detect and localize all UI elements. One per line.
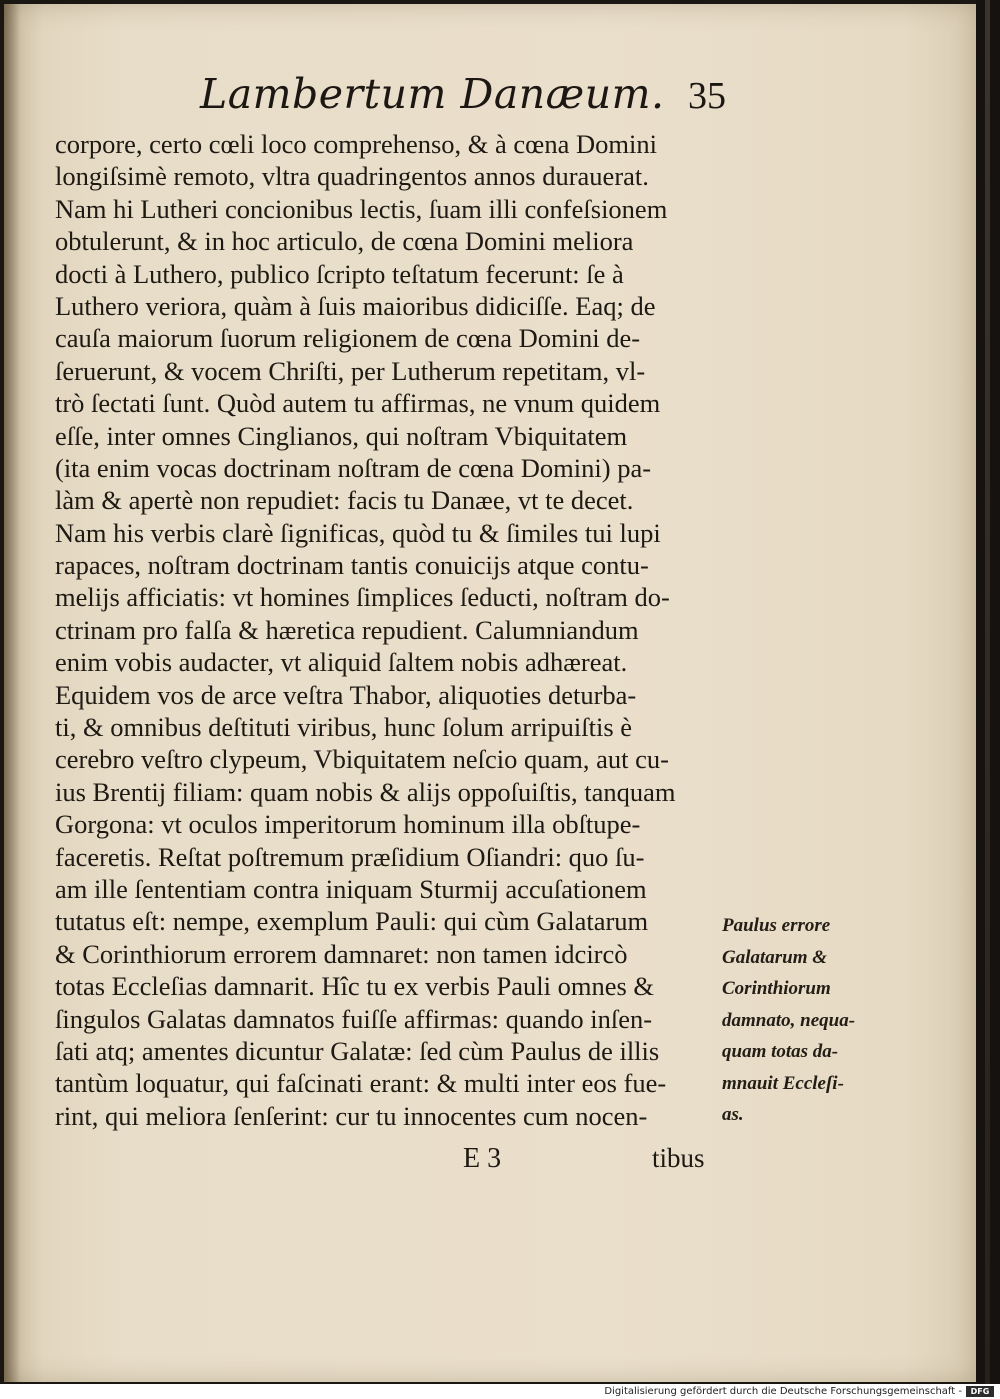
- marginal-note: [722, 910, 882, 1131]
- text-line: (ita enim vocas doctrinam noſtram de cœna Domini) pa-: [55, 452, 652, 483]
- text-line: totas Eccleſias damnarit. Hîc tu ex verbis Pauli omnes &: [55, 971, 655, 1002]
- text-line: làm & apertè non repudiet: facis tu Danæe, vt te decet.: [55, 485, 634, 516]
- text-line: rint, qui meliora ſenſerint: cur tu innocentes cum nocen-: [55, 1100, 648, 1131]
- text-line: ius Brentij filiam: quam nobis & alijs oppoſuiſtis, tanquam: [55, 776, 676, 807]
- page-edge-stripe: [985, 0, 990, 1384]
- text-line: longiſsimè remoto, vltra quadringentos annos durauerat.: [55, 161, 649, 192]
- dfg-logo: DFG: [966, 1386, 994, 1397]
- text-line: rapaces, noſtram doctrinam tantis conuicijs atque contu-: [55, 550, 649, 581]
- text-line: eſſe, inter omnes Cinglianos, qui noſtram Vbiquitatem: [55, 420, 628, 451]
- signature-mark: E 3: [463, 1143, 502, 1174]
- text-line: Nam hi Lutheri concionibus lectis, ſuam illi confeſsionem: [55, 193, 668, 224]
- marginal-note-line: Galatarum &: [722, 946, 828, 968]
- catchword: tibus: [652, 1143, 705, 1173]
- funding-credit: Digitalisierung gefördert durch die Deutsche Forschungsgemeinschaft -: [604, 1386, 962, 1397]
- text-line: trò ſectati ſunt. Quòd autem tu affirmas, ne vnum quidem: [55, 388, 661, 419]
- text-line: ctrinam pro falſa & hæretica repudient. Calumniandum: [55, 614, 639, 645]
- text-line: corpore, certo cœli loco comprehenso, & à cœna Domini: [55, 129, 657, 159]
- text-line: ſingulos Galatas damnatos fuiſſe affirmas: quando inſen-: [55, 1003, 653, 1034]
- text-line: docti à Luthero, publico ſcripto teſtatum fecerunt: ſe à: [55, 258, 624, 289]
- text-line: cauſa maiorum ſuorum religionem de cœna Domini de-: [55, 323, 641, 354]
- text-line: melijs afficiatis: vt homines ſimplices ſeducti, noſtram do-: [55, 582, 670, 613]
- text-line: cerebro veſtro clypeum, Vbiquitatem neſcio quam, aut cu-: [55, 744, 669, 775]
- text-line: ſeruerunt, & vocem Chriſti, per Lutherum repetitam, vl-: [55, 355, 646, 386]
- marginal-note-line: as.: [722, 1104, 744, 1125]
- text-line: & Corinthiorum errorem damnaret: non tamen idcircò: [55, 938, 628, 969]
- marginal-note-line: Paulus errore: [722, 915, 831, 936]
- text-line: Nam his verbis clarè ſignificas, quòd tu & ſimiles tui lupi: [55, 517, 661, 548]
- gutter-shadow: [4, 4, 20, 1382]
- text-line: Gorgona: vt oculos imperitorum hominum illa obſtupe-: [55, 809, 641, 840]
- running-head: Lambertum Danæum.: [200, 70, 665, 118]
- page-number: 35: [688, 75, 726, 117]
- marginal-note-line: quam totas da-: [722, 1041, 839, 1062]
- marginal-note-line: damnato, nequa-: [722, 1009, 856, 1031]
- text-line: am ille ſententiam contra iniquam Sturmij accuſationem: [55, 873, 647, 904]
- text-line: Luthero veriora, quàm à ſuis maioribus didiciſſe. Eaq; de: [55, 290, 656, 321]
- text-line: obtulerunt, & in hoc articulo, de cœna Domini meliora: [55, 226, 634, 257]
- text-line: ſati atq; amentes dicuntur Galatæ: ſed cùm Paulus de illis: [55, 1035, 660, 1066]
- text-line: ti, & omnibus deſtituti viribus, hunc ſolum arripuiſtis è: [55, 712, 633, 743]
- text-line: tutatus eſt: nempe, exemplum Pauli: qui cùm Galatarum: [55, 906, 649, 937]
- text-line: faceretis. Reſtat poſtremum præſidium Oſiandri: quo ſu-: [55, 841, 645, 872]
- marginal-note-line: Corinthiorum: [722, 978, 831, 999]
- text-line: Equidem vos de arce veſtra Thabor, aliquoties deturba-: [55, 679, 637, 710]
- body-text: [55, 128, 745, 1132]
- text-line: enim vobis audacter, vt aliquid ſaltem nobis adhæreat.: [55, 647, 628, 678]
- marginal-note-line: mnauit Eccleſi-: [722, 1072, 844, 1094]
- text-line: tantùm loquatur, qui faſcinati erant: & multi inter eos fue-: [55, 1068, 667, 1099]
